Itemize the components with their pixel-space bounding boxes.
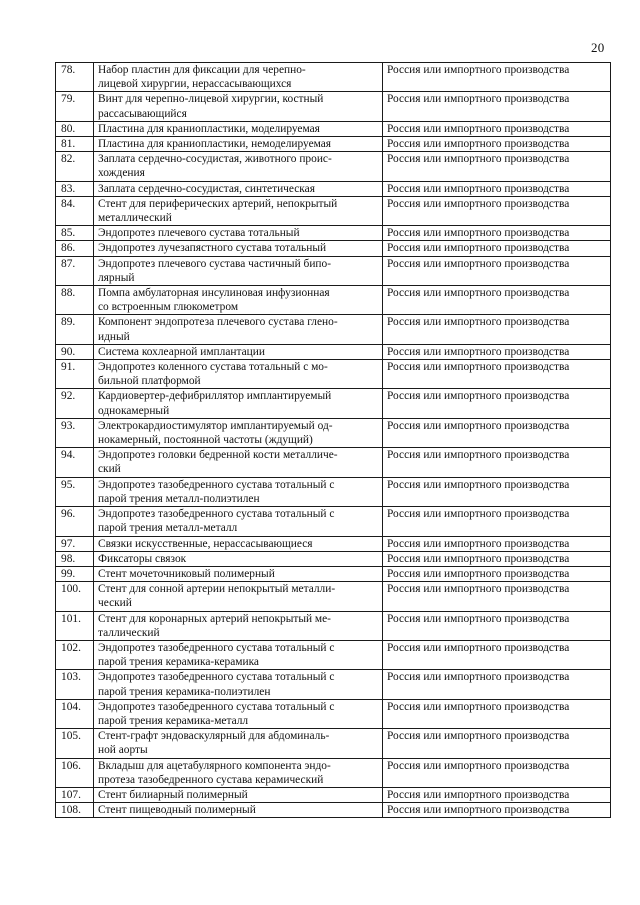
origin-cell: Россия или импортного производства (383, 551, 611, 566)
origin-cell: Россия или импортного производства (383, 448, 611, 477)
origin-cell: Россия или импортного производства (383, 389, 611, 418)
table-row (56, 137, 611, 152)
origin-cell: Россия или импортного производства (383, 418, 611, 447)
device-name-line: Компонент эндопротеза плечевого сустава глено- (98, 316, 338, 329)
origin-cell: Россия или импортного производства (383, 566, 611, 581)
device-name-line: парой трения керамика-металл (98, 714, 249, 727)
device-name-cell (94, 286, 383, 315)
table-row (56, 640, 611, 669)
device-name-line: со встроенным глюкометром (98, 301, 239, 314)
device-name-line: Заплата сердечно-сосудистая, синтетическая (98, 182, 315, 195)
table-row (56, 507, 611, 536)
table-row (56, 181, 611, 196)
device-name-cell (94, 418, 383, 447)
row-number: 100. (56, 582, 94, 611)
table-row (56, 566, 611, 581)
device-name-line: парой трения керамика-керамика (98, 656, 259, 669)
table-row (56, 256, 611, 285)
device-name-cell (94, 196, 383, 225)
row-number: 82. (56, 152, 94, 181)
device-name-cell (94, 389, 383, 418)
table-row (56, 344, 611, 359)
origin-cell: Россия или импортного производства (383, 256, 611, 285)
table-row (56, 226, 611, 241)
row-number: 81. (56, 137, 94, 152)
origin-cell: Россия или импортного производства (383, 315, 611, 344)
origin-cell: Россия или импортного производства (383, 611, 611, 640)
device-name-line: парой трения керамика-полиэтилен (98, 685, 271, 698)
device-name-cell (94, 315, 383, 344)
device-name-line: парой трения металл-металл (98, 522, 238, 535)
row-number: 87. (56, 256, 94, 285)
device-name-line: Эндопротез тазобедренного сустава тотальный с (98, 641, 335, 654)
table-row (56, 611, 611, 640)
device-name-line: таллический (98, 626, 160, 639)
device-name-line: Эндопротез плечевого сустава частичный бипо- (98, 257, 331, 270)
row-number: 85. (56, 226, 94, 241)
origin-cell: Россия или импортного производства (383, 241, 611, 256)
device-name-cell (94, 360, 383, 389)
device-name-cell (94, 699, 383, 728)
device-name-line: Пластина для краниопластики, немоделируемая (98, 138, 332, 151)
device-name-cell (94, 551, 383, 566)
device-name-cell (94, 344, 383, 359)
device-name-line: парой трения металл-полиэтилен (98, 492, 260, 505)
device-name-line: ной аорты (98, 744, 148, 757)
row-number: 108. (56, 803, 94, 818)
device-name-line: бильной платформой (98, 375, 201, 388)
table-row (56, 389, 611, 418)
device-name-cell (94, 152, 383, 181)
device-name-line: протеза тазобедренного сустава керамический (98, 773, 324, 786)
device-name-cell (94, 640, 383, 669)
device-name-line: Эндопротез головки бедренной кости металличе- (98, 449, 338, 462)
table-row (56, 758, 611, 787)
table-row (56, 582, 611, 611)
device-name-line: Стент для коронарных артерий непокрытый ме- (98, 612, 331, 625)
row-number: 91. (56, 360, 94, 389)
device-name-line: Система кохлеарной имплантации (98, 345, 265, 358)
row-number: 104. (56, 699, 94, 728)
row-number: 89. (56, 315, 94, 344)
row-number: 96. (56, 507, 94, 536)
row-number: 102. (56, 640, 94, 669)
device-name-line: хождения (98, 167, 145, 180)
row-number: 79. (56, 92, 94, 121)
device-name-cell (94, 787, 383, 802)
device-name-line: Эндопротез плечевого сустава тотальный (98, 227, 300, 240)
table-row (56, 536, 611, 551)
origin-cell: Россия или импортного производства (383, 152, 611, 181)
origin-cell: Россия или импортного производства (383, 344, 611, 359)
origin-cell: Россия или импортного производства (383, 729, 611, 758)
table-row (56, 448, 611, 477)
device-name-cell (94, 92, 383, 121)
device-name-line: Стент-графт эндоваскулярный для абдоминаль- (98, 730, 330, 743)
device-name-cell (94, 477, 383, 506)
device-name-line: Стент билиарный полимерный (98, 788, 248, 801)
row-number: 107. (56, 787, 94, 802)
row-number: 88. (56, 286, 94, 315)
device-name-line: Стент для сонной артерии непокрытый металли- (98, 583, 336, 596)
row-number: 93. (56, 418, 94, 447)
table-row (56, 315, 611, 344)
origin-cell: Россия или импортного производства (383, 226, 611, 241)
table-row (56, 418, 611, 447)
row-number: 103. (56, 670, 94, 699)
row-number: 92. (56, 389, 94, 418)
device-name-line: ский (98, 463, 121, 476)
device-name-line: Заплата сердечно-сосудистая, животного проис- (98, 153, 332, 166)
origin-cell: Россия или импортного производства (383, 670, 611, 699)
origin-cell: Россия или импортного производства (383, 286, 611, 315)
device-name-line: Эндопротез тазобедренного сустава тотальный с (98, 508, 335, 521)
table-row (56, 670, 611, 699)
row-number: 99. (56, 566, 94, 581)
medical-device-table (55, 62, 611, 818)
origin-cell: Россия или импортного производства (383, 477, 611, 506)
origin-cell: Россия или импортного производства (383, 640, 611, 669)
row-number: 97. (56, 536, 94, 551)
device-name-line: Эндопротез тазобедренного сустава тотальный с (98, 478, 335, 491)
origin-cell: Россия или импортного производства (383, 181, 611, 196)
device-name-cell (94, 582, 383, 611)
row-number: 78. (56, 63, 94, 92)
device-name-line: Пластина для краниопластики, моделируемая (98, 122, 320, 135)
table-row (56, 803, 611, 818)
device-name-cell (94, 241, 383, 256)
row-number: 83. (56, 181, 94, 196)
device-name-line: Помпа амбулаторная инсулиновая инфузионная (98, 287, 330, 300)
device-name-cell (94, 137, 383, 152)
table-row (56, 241, 611, 256)
device-name-line: Винт для черепно-лицевой хирургии, костный (98, 93, 324, 106)
origin-cell: Россия или импортного производства (383, 360, 611, 389)
device-name-line: Кардиовертер-дефибриллятор имплантируемый (98, 390, 332, 403)
device-name-cell (94, 448, 383, 477)
device-name-line: Стент мочеточниковый полимерный (98, 567, 275, 580)
table-row (56, 551, 611, 566)
device-name-cell (94, 507, 383, 536)
origin-cell: Россия или импортного производства (383, 92, 611, 121)
device-name-line: рассасывающийся (98, 107, 187, 120)
origin-cell: Россия или импортного производства (383, 507, 611, 536)
device-name-cell (94, 63, 383, 92)
device-name-line: лицевой хирургии, нерассасывающихся (98, 78, 292, 91)
table-row (56, 477, 611, 506)
device-name-line: лярный (98, 271, 135, 284)
device-name-cell (94, 256, 383, 285)
device-name-line: ческий (98, 597, 132, 610)
device-name-line: однокамерный (98, 404, 170, 417)
row-number: 90. (56, 344, 94, 359)
table-row (56, 196, 611, 225)
row-number: 94. (56, 448, 94, 477)
origin-cell: Россия или импортного производства (383, 699, 611, 728)
table-body (56, 63, 611, 818)
origin-cell: Россия или импортного производства (383, 787, 611, 802)
device-name-line: Набор пластин для фиксации для черепно- (98, 64, 306, 76)
device-name-cell (94, 670, 383, 699)
device-name-cell (94, 729, 383, 758)
table-row (56, 152, 611, 181)
table-row (56, 729, 611, 758)
device-name-line: Связки искусственные, нерассасывающиеся (98, 537, 313, 550)
device-name-line: Эндопротез коленного сустава тотальный с мо- (98, 361, 328, 374)
origin-cell: Россия или импортного производства (383, 196, 611, 225)
page-number: 20 (591, 40, 605, 55)
device-name-line: Вкладыш для ацетабулярного компонента эндо- (98, 759, 331, 772)
device-name-line: Стент пищеводный полимерный (98, 804, 256, 817)
device-name-cell (94, 611, 383, 640)
origin-cell: Россия или импортного производства (383, 758, 611, 787)
device-name-line: Электрокардиостимулятор имплантируемый од- (98, 419, 333, 432)
device-name-line: Эндопротез лучезапястного сустава тотальный (98, 242, 327, 255)
row-number: 98. (56, 551, 94, 566)
device-name-cell (94, 566, 383, 581)
row-number: 95. (56, 477, 94, 506)
row-number: 105. (56, 729, 94, 758)
row-number: 106. (56, 758, 94, 787)
device-name-line: Эндопротез тазобедренного сустава тотальный с (98, 671, 335, 684)
device-name-cell (94, 181, 383, 196)
device-name-cell (94, 758, 383, 787)
table-row (56, 787, 611, 802)
device-name-line: металлический (98, 212, 172, 225)
table-row (56, 63, 611, 92)
origin-cell: Россия или импортного производства (383, 582, 611, 611)
device-name-line: идный (98, 330, 130, 343)
origin-cell: Россия или импортного производства (383, 137, 611, 152)
device-name-line: Эндопротез тазобедренного сустава тотальный с (98, 700, 335, 713)
device-name-cell (94, 121, 383, 136)
origin-cell: Россия или импортного производства (383, 63, 611, 92)
table-row (56, 286, 611, 315)
row-number: 84. (56, 196, 94, 225)
table-row (56, 121, 611, 136)
device-name-cell (94, 536, 383, 551)
device-name-line: Стент для периферических артерий, непокрытый (98, 197, 338, 210)
device-name-line: Фиксаторы связок (98, 552, 187, 565)
device-name-cell (94, 226, 383, 241)
row-number: 80. (56, 121, 94, 136)
row-number: 86. (56, 241, 94, 256)
origin-cell: Россия или импортного производства (383, 803, 611, 818)
row-number: 101. (56, 611, 94, 640)
table-row (56, 360, 611, 389)
table-row (56, 699, 611, 728)
device-name-cell (94, 803, 383, 818)
device-name-line: нокамерный, постоянной частоты (ждущий) (98, 434, 313, 447)
table-row (56, 92, 611, 121)
origin-cell: Россия или импортного производства (383, 121, 611, 136)
origin-cell: Россия или импортного производства (383, 536, 611, 551)
